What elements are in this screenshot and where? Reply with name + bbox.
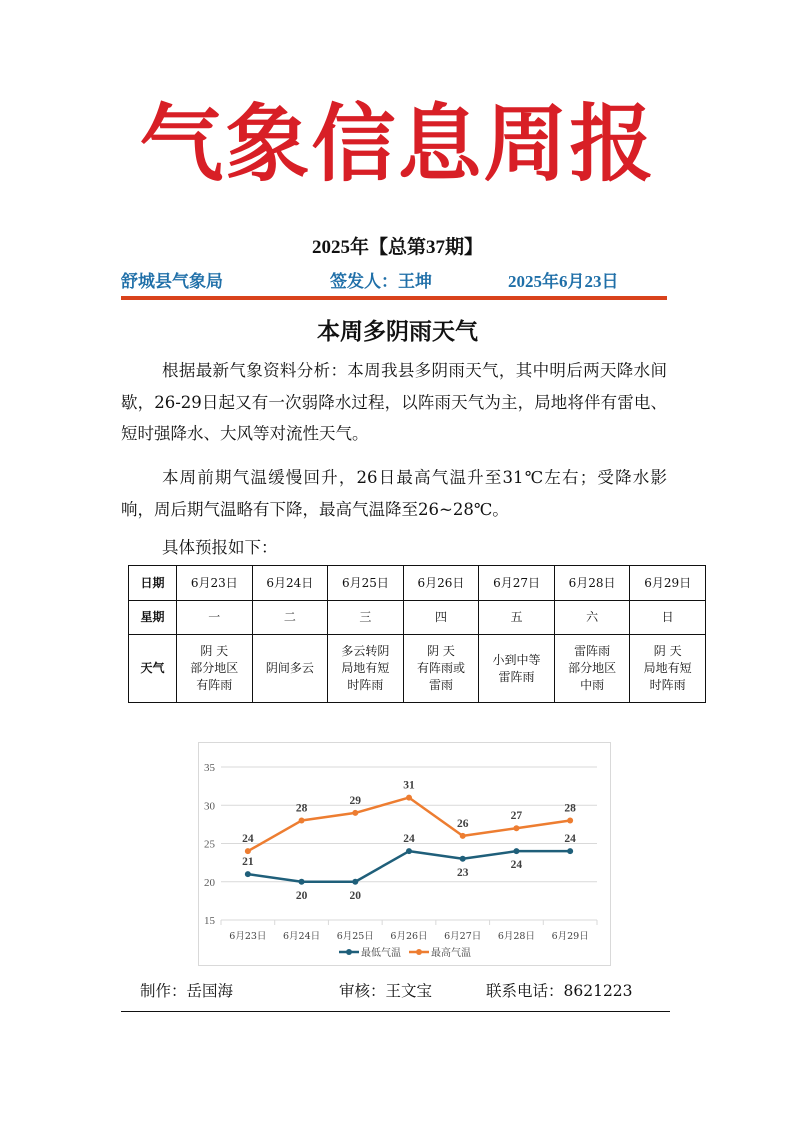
weather-line: 时阵雨 [347,678,384,692]
footer-phone: 联系电话：8621223 [486,982,633,1000]
date-cell: 6月28日 [554,566,630,601]
legend-marker [416,949,422,955]
legend-marker [346,949,352,955]
row-header-date: 日期 [129,566,177,601]
date-cell: 6月26日 [403,566,479,601]
table-row-weather [129,635,706,703]
y-tick-label: 25 [204,838,215,851]
data-point [406,848,412,854]
paragraph-analysis: 根据最新气象资料分析：本周我县多阴雨天气，其中明后两天降水间歇，26-29日起又有一次弱降水过程，以阵雨天气为主，局地将伴有雷电、短时强降水、大风等对流性天气。 [121,361,667,443]
data-label: 23 [456,866,469,879]
legend-label: 最高气温 [431,948,471,959]
x-tick-label: 6月25日 [336,931,374,942]
data-point [245,871,251,877]
data-label: 20 [295,889,308,902]
weather-cell [252,635,328,703]
weekday-cell: 五 [479,601,555,635]
date-cell: 6月24日 [252,566,328,601]
data-point [460,856,466,862]
weather-cell [177,635,253,703]
legend-label: 最低气温 [361,948,401,959]
weather-line: 部分地区 [568,661,617,675]
data-point [567,818,573,824]
weather-line: 局地有短 [643,661,692,675]
weekday-cell: 一 [177,601,253,635]
weather-line: 时阵雨 [649,678,686,692]
data-label: 24 [564,833,576,846]
weather-line: 多云转阴 [341,644,390,658]
row-header-weekday: 星期 [129,601,177,635]
date-cell: 6月27日 [479,566,555,601]
data-label: 24 [510,859,523,872]
data-point [299,818,305,824]
data-label: 26 [456,817,469,830]
data-point [513,848,519,854]
x-tick-label: 6月27日 [444,931,482,942]
data-label: 27 [510,810,523,823]
issue-line: 2025年【总第37期】 [311,237,483,258]
temperature-chart-svg [199,743,610,965]
forecast-table [128,565,706,703]
weather-line: 阴 天 [200,644,229,658]
x-tick-label: 6月23日 [229,931,267,942]
weather-line: 局地有短 [341,661,390,675]
data-point [513,825,519,831]
weather-cell [403,635,479,703]
data-label: 24 [403,833,415,846]
weekday-cell: 二 [252,601,328,635]
date-cell: 6月23日 [177,566,253,601]
weather-line: 雷雨 [428,678,453,692]
weekday-cell: 四 [403,601,479,635]
data-point [460,833,466,839]
date-cell: 6月25日 [328,566,404,601]
data-label: 28 [564,802,576,815]
issue-date: 2025年6月23日 [508,272,619,291]
weather-line: 雷阵雨 [498,669,535,684]
footer-divider [121,1011,670,1012]
data-label: 24 [242,833,254,846]
weather-line: 阴 天 [427,644,455,658]
paragraph-temperature: 本周前期气温缓慢回升，26日最高气温升至31℃左右；受降水影响，周后期气温略有下降，最高气温降至26~28℃。 [121,468,667,519]
data-point [245,848,251,854]
table-row-weekdays [129,601,706,635]
data-label: 29 [349,794,362,807]
data-point [567,848,573,854]
date-cell: 6月29日 [630,566,706,601]
weather-line: 中雨 [580,678,605,692]
y-tick-label: 15 [204,915,215,927]
x-tick-label: 6月29日 [551,931,589,942]
footer-maker: 制作：岳国海 [140,982,234,1000]
data-label: 31 [403,779,415,792]
x-tick-label: 6月24日 [283,931,321,942]
y-tick-label: 35 [204,762,215,774]
x-tick-label: 6月26日 [390,931,428,942]
row-header-weather: 天气 [129,635,177,703]
weekday-cell: 日 [630,601,706,635]
weather-line: 雷阵雨 [574,644,611,658]
weather-cell [479,635,555,703]
table-row-dates [129,566,706,601]
temperature-chart [198,742,611,966]
data-label: 20 [349,889,362,902]
data-label: 28 [295,802,308,815]
data-point [352,879,358,885]
weather-cell [554,635,630,703]
footer-reviewer: 审核：王文宝 [339,982,433,1000]
x-tick-label: 6月28日 [497,931,535,942]
weather-line: 阴 天 [653,644,682,658]
weekday-cell: 六 [554,601,630,635]
weather-line: 阴间多云 [265,661,314,675]
weather-line: 小到中等 [492,652,541,667]
paragraph-intro: 具体预报如下： [162,538,278,557]
weather-cell [630,635,706,703]
weather-line: 有阵雨或 [416,661,465,675]
weekday-cell: 三 [328,601,404,635]
weather-line: 部分地区 [190,661,239,675]
data-point [352,810,358,816]
y-tick-label: 30 [204,800,215,813]
headline: 本周多阴雨天气 [317,319,478,344]
masthead-title: 气象信息周报 [139,95,656,193]
y-tick-label: 20 [204,876,215,889]
bureau-name: 舒城县气象局 [121,272,223,291]
data-point [406,795,412,801]
header-divider [121,296,667,300]
data-point [299,879,305,885]
signer: 签发人：王坤 [330,272,432,291]
data-label: 21 [242,856,254,869]
weather-cell [328,635,404,703]
weather-line: 有阵雨 [196,678,233,692]
